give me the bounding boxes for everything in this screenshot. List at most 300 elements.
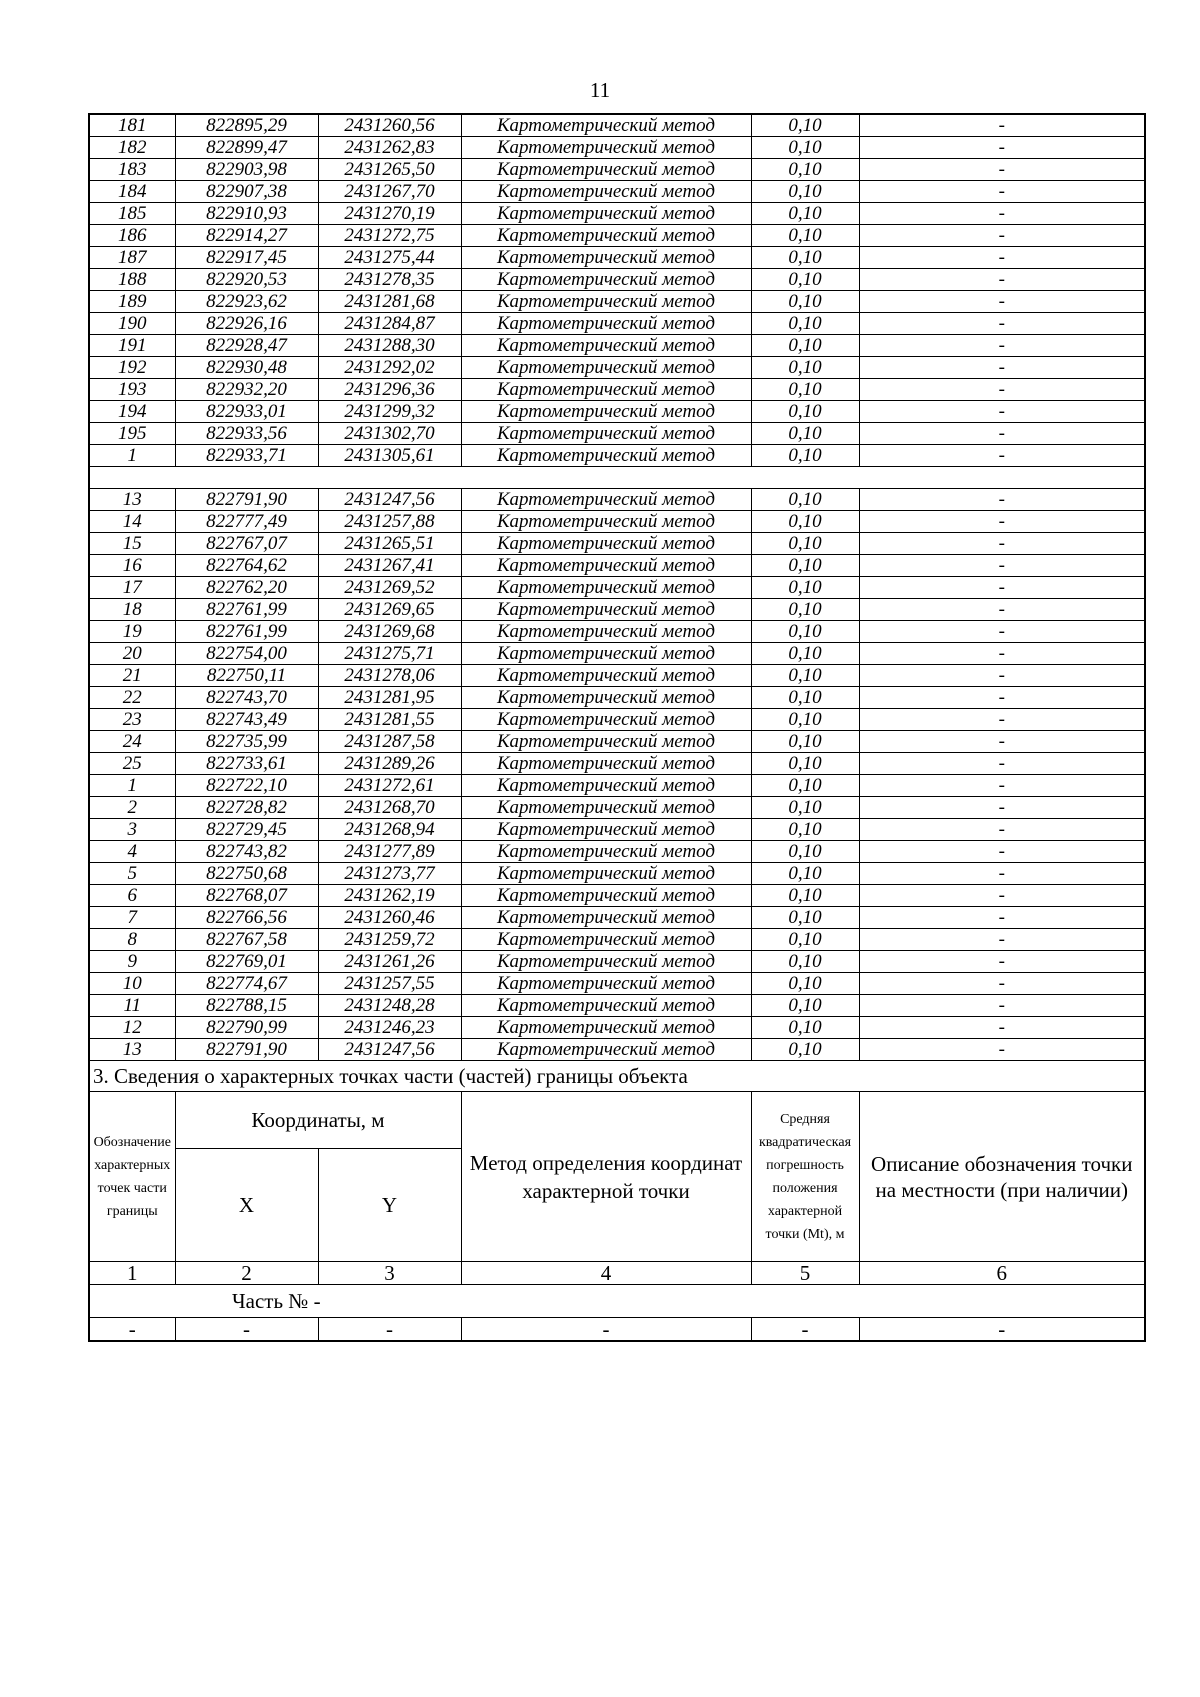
table-row bbox=[89, 577, 1145, 599]
table-cell: - bbox=[318, 1318, 461, 1342]
description-cell: - bbox=[859, 907, 1145, 929]
error-cell: 0,10 bbox=[751, 599, 859, 621]
y-coordinate-cell: 2431267,41 bbox=[318, 555, 461, 577]
table-row bbox=[89, 709, 1145, 731]
table-row bbox=[89, 181, 1145, 203]
description-cell: - bbox=[859, 159, 1145, 181]
description-cell: - bbox=[859, 335, 1145, 357]
method-cell: Картометрический метод bbox=[461, 137, 751, 159]
y-coordinate-cell: 2431292,02 bbox=[318, 357, 461, 379]
description-cell: - bbox=[859, 357, 1145, 379]
x-coordinate-cell: 822791,90 bbox=[175, 489, 318, 511]
table-row bbox=[89, 643, 1145, 665]
table-row bbox=[89, 313, 1145, 335]
x-coordinate-cell: 822926,16 bbox=[175, 313, 318, 335]
error-cell: 0,10 bbox=[751, 181, 859, 203]
table-row bbox=[89, 137, 1145, 159]
table-row bbox=[89, 379, 1145, 401]
method-cell: Картометрический метод bbox=[461, 709, 751, 731]
error-cell: 0,10 bbox=[751, 995, 859, 1017]
method-cell: Картометрический метод bbox=[461, 1039, 751, 1061]
error-cell: 0,10 bbox=[751, 401, 859, 423]
table-row bbox=[89, 907, 1145, 929]
method-cell: Картометрический метод bbox=[461, 863, 751, 885]
method-cell: Картометрический метод bbox=[461, 291, 751, 313]
description-cell: - bbox=[859, 269, 1145, 291]
error-cell: 0,10 bbox=[751, 929, 859, 951]
method-cell: Картометрический метод bbox=[461, 225, 751, 247]
point-number-cell: 1 bbox=[89, 445, 175, 467]
x-coordinate-cell: 822761,99 bbox=[175, 599, 318, 621]
description-cell: - bbox=[859, 797, 1145, 819]
point-number-cell: 194 bbox=[89, 401, 175, 423]
description-cell: - bbox=[859, 775, 1145, 797]
error-cell: 0,10 bbox=[751, 885, 859, 907]
point-number-cell: 186 bbox=[89, 225, 175, 247]
method-cell: Картометрический метод bbox=[461, 819, 751, 841]
error-cell: 0,10 bbox=[751, 1039, 859, 1061]
x-coordinate-cell: 822774,67 bbox=[175, 973, 318, 995]
y-coordinate-cell: 2431284,87 bbox=[318, 313, 461, 335]
column-number: 5 bbox=[751, 1262, 859, 1285]
point-number-cell: 3 bbox=[89, 819, 175, 841]
description-cell: - bbox=[859, 291, 1145, 313]
error-cell: 0,10 bbox=[751, 225, 859, 247]
description-cell: - bbox=[859, 621, 1145, 643]
point-number-cell: 8 bbox=[89, 929, 175, 951]
error-cell: 0,10 bbox=[751, 137, 859, 159]
description-cell: - bbox=[859, 973, 1145, 995]
table-cell: - bbox=[175, 1318, 318, 1342]
table-row bbox=[89, 533, 1145, 555]
description-cell: - bbox=[859, 203, 1145, 225]
method-cell: Картометрический метод bbox=[461, 445, 751, 467]
description-cell: - bbox=[859, 819, 1145, 841]
method-cell: Картометрический метод bbox=[461, 533, 751, 555]
page-number: 11 bbox=[589, 78, 611, 102]
point-number-cell: 12 bbox=[89, 1017, 175, 1039]
header-row-top bbox=[89, 1092, 1145, 1149]
method-cell: Картометрический метод bbox=[461, 599, 751, 621]
x-coordinate-cell: 822914,27 bbox=[175, 225, 318, 247]
y-coordinate-cell: 2431265,51 bbox=[318, 533, 461, 555]
y-coordinate-cell: 2431257,55 bbox=[318, 973, 461, 995]
part-label: Часть № - bbox=[232, 1288, 321, 1313]
method-cell: Картометрический метод bbox=[461, 995, 751, 1017]
y-coordinate-cell: 2431296,36 bbox=[318, 379, 461, 401]
error-cell: 0,10 bbox=[751, 1017, 859, 1039]
header-method: Метод определения координат характерной точки bbox=[461, 1092, 751, 1262]
point-number-cell: 23 bbox=[89, 709, 175, 731]
y-coordinate-cell: 2431275,71 bbox=[318, 643, 461, 665]
table-row bbox=[89, 797, 1145, 819]
error-cell: 0,10 bbox=[751, 907, 859, 929]
error-cell: 0,10 bbox=[751, 335, 859, 357]
point-number-cell: 181 bbox=[89, 114, 175, 137]
x-coordinate-cell: 822733,61 bbox=[175, 753, 318, 775]
x-coordinate-cell: 822933,56 bbox=[175, 423, 318, 445]
point-number-cell: 13 bbox=[89, 489, 175, 511]
section-title: 3. Сведения о характерных точках части (частей) границы объекта bbox=[89, 1061, 1145, 1092]
method-cell: Картометрический метод bbox=[461, 159, 751, 181]
y-coordinate-cell: 2431265,50 bbox=[318, 159, 461, 181]
table-row bbox=[89, 687, 1145, 709]
table-row bbox=[89, 753, 1145, 775]
y-coordinate-cell: 2431289,26 bbox=[318, 753, 461, 775]
column-number: 3 bbox=[318, 1262, 461, 1285]
method-cell: Картометрический метод bbox=[461, 247, 751, 269]
point-number-cell: 17 bbox=[89, 577, 175, 599]
table-row bbox=[89, 1039, 1145, 1061]
description-cell: - bbox=[859, 665, 1145, 687]
y-coordinate-cell: 2431268,70 bbox=[318, 797, 461, 819]
header-designation: Обозначение характерных точек части границы bbox=[89, 1092, 175, 1262]
error-cell: 0,10 bbox=[751, 313, 859, 335]
table-row bbox=[89, 731, 1145, 753]
description-cell: - bbox=[859, 114, 1145, 137]
y-coordinate-cell: 2431262,83 bbox=[318, 137, 461, 159]
error-cell: 0,10 bbox=[751, 665, 859, 687]
y-coordinate-cell: 2431261,26 bbox=[318, 951, 461, 973]
column-numbers-row bbox=[89, 1262, 1145, 1285]
table-cell: - bbox=[461, 1318, 751, 1342]
point-number-cell: 189 bbox=[89, 291, 175, 313]
y-coordinate-cell: 2431247,56 bbox=[318, 489, 461, 511]
description-cell: - bbox=[859, 929, 1145, 951]
x-coordinate-cell: 822766,56 bbox=[175, 907, 318, 929]
table-row bbox=[89, 599, 1145, 621]
error-cell: 0,10 bbox=[751, 511, 859, 533]
description-cell: - bbox=[859, 577, 1145, 599]
point-number-cell: 6 bbox=[89, 885, 175, 907]
x-coordinate-cell: 822895,29 bbox=[175, 114, 318, 137]
x-coordinate-cell: 822729,45 bbox=[175, 819, 318, 841]
description-cell: - bbox=[859, 951, 1145, 973]
y-coordinate-cell: 2431270,19 bbox=[318, 203, 461, 225]
description-cell: - bbox=[859, 511, 1145, 533]
method-cell: Картометрический метод bbox=[461, 489, 751, 511]
empty-part-row bbox=[89, 1318, 1145, 1342]
description-cell: - bbox=[859, 1039, 1145, 1061]
error-cell: 0,10 bbox=[751, 819, 859, 841]
y-coordinate-cell: 2431281,95 bbox=[318, 687, 461, 709]
method-cell: Картометрический метод bbox=[461, 401, 751, 423]
table-row bbox=[89, 885, 1145, 907]
error-cell: 0,10 bbox=[751, 291, 859, 313]
error-cell: 0,10 bbox=[751, 159, 859, 181]
header-error: Средняя квадратическая погрешность положения характерной точки (Mt), м bbox=[751, 1092, 859, 1262]
table-cell: - bbox=[89, 1318, 175, 1342]
point-number-cell: 5 bbox=[89, 863, 175, 885]
point-number-cell: 24 bbox=[89, 731, 175, 753]
error-cell: 0,10 bbox=[751, 643, 859, 665]
y-coordinate-cell: 2431260,56 bbox=[318, 114, 461, 137]
point-number-cell: 11 bbox=[89, 995, 175, 1017]
table-row bbox=[89, 665, 1145, 687]
header-coordinates: Координаты, м bbox=[175, 1092, 461, 1149]
point-number-cell: 21 bbox=[89, 665, 175, 687]
error-cell: 0,10 bbox=[751, 797, 859, 819]
x-coordinate-cell: 822743,49 bbox=[175, 709, 318, 731]
error-cell: 0,10 bbox=[751, 775, 859, 797]
x-coordinate-cell: 822790,99 bbox=[175, 1017, 318, 1039]
table-row bbox=[89, 995, 1145, 1017]
y-coordinate-cell: 2431262,19 bbox=[318, 885, 461, 907]
x-coordinate-cell: 822743,82 bbox=[175, 841, 318, 863]
x-coordinate-cell: 822767,58 bbox=[175, 929, 318, 951]
y-coordinate-cell: 2431269,68 bbox=[318, 621, 461, 643]
point-number-cell: 20 bbox=[89, 643, 175, 665]
method-cell: Картометрический метод bbox=[461, 973, 751, 995]
x-coordinate-cell: 822743,70 bbox=[175, 687, 318, 709]
table-cell: - bbox=[859, 1318, 1145, 1342]
y-coordinate-cell: 2431257,88 bbox=[318, 511, 461, 533]
point-number-cell: 19 bbox=[89, 621, 175, 643]
method-cell: Картометрический метод bbox=[461, 775, 751, 797]
x-coordinate-cell: 822928,47 bbox=[175, 335, 318, 357]
table-row bbox=[89, 621, 1145, 643]
description-cell: - bbox=[859, 753, 1145, 775]
error-cell: 0,10 bbox=[751, 709, 859, 731]
column-number: 1 bbox=[89, 1262, 175, 1285]
table-row bbox=[89, 203, 1145, 225]
error-cell: 0,10 bbox=[751, 863, 859, 885]
y-coordinate-cell: 2431260,46 bbox=[318, 907, 461, 929]
column-number: 6 bbox=[859, 1262, 1145, 1285]
table-row bbox=[89, 775, 1145, 797]
x-coordinate-cell: 822788,15 bbox=[175, 995, 318, 1017]
x-coordinate-cell: 822791,90 bbox=[175, 1039, 318, 1061]
point-number-cell: 183 bbox=[89, 159, 175, 181]
boundary-points-table bbox=[88, 113, 1146, 1342]
x-coordinate-cell: 822910,93 bbox=[175, 203, 318, 225]
description-cell: - bbox=[859, 313, 1145, 335]
y-coordinate-cell: 2431267,70 bbox=[318, 181, 461, 203]
method-cell: Картометрический метод bbox=[461, 313, 751, 335]
point-number-cell: 1 bbox=[89, 775, 175, 797]
x-coordinate-cell: 822917,45 bbox=[175, 247, 318, 269]
description-cell: - bbox=[859, 379, 1145, 401]
y-coordinate-cell: 2431305,61 bbox=[318, 445, 461, 467]
header-description: Описание обозначения точки на местности (при наличии) bbox=[859, 1092, 1145, 1262]
method-cell: Картометрический метод bbox=[461, 181, 751, 203]
method-cell: Картометрический метод bbox=[461, 665, 751, 687]
point-number-cell: 187 bbox=[89, 247, 175, 269]
description-cell: - bbox=[859, 841, 1145, 863]
method-cell: Картометрический метод bbox=[461, 203, 751, 225]
x-coordinate-cell: 822764,62 bbox=[175, 555, 318, 577]
x-coordinate-cell: 822932,20 bbox=[175, 379, 318, 401]
table-row bbox=[89, 863, 1145, 885]
y-coordinate-cell: 2431299,32 bbox=[318, 401, 461, 423]
point-number-cell: 15 bbox=[89, 533, 175, 555]
description-cell: - bbox=[859, 885, 1145, 907]
table-row bbox=[89, 1017, 1145, 1039]
error-cell: 0,10 bbox=[751, 687, 859, 709]
description-cell: - bbox=[859, 401, 1145, 423]
x-coordinate-cell: 822769,01 bbox=[175, 951, 318, 973]
description-cell: - bbox=[859, 599, 1145, 621]
point-number-cell: 188 bbox=[89, 269, 175, 291]
table-row bbox=[89, 841, 1145, 863]
point-number-cell: 10 bbox=[89, 973, 175, 995]
method-cell: Картометрический метод bbox=[461, 841, 751, 863]
point-number-cell: 2 bbox=[89, 797, 175, 819]
point-number-cell: 25 bbox=[89, 753, 175, 775]
method-cell: Картометрический метод bbox=[461, 753, 751, 775]
x-coordinate-cell: 822930,48 bbox=[175, 357, 318, 379]
point-number-cell: 184 bbox=[89, 181, 175, 203]
error-cell: 0,10 bbox=[751, 951, 859, 973]
method-cell: Картометрический метод bbox=[461, 885, 751, 907]
table-row bbox=[89, 159, 1145, 181]
point-number-cell: 13 bbox=[89, 1039, 175, 1061]
description-cell: - bbox=[859, 533, 1145, 555]
y-coordinate-cell: 2431269,65 bbox=[318, 599, 461, 621]
y-coordinate-cell: 2431246,23 bbox=[318, 1017, 461, 1039]
x-coordinate-cell: 822899,47 bbox=[175, 137, 318, 159]
error-cell: 0,10 bbox=[751, 247, 859, 269]
error-cell: 0,10 bbox=[751, 753, 859, 775]
description-cell: - bbox=[859, 181, 1145, 203]
error-cell: 0,10 bbox=[751, 357, 859, 379]
description-cell: - bbox=[859, 643, 1145, 665]
y-coordinate-cell: 2431288,30 bbox=[318, 335, 461, 357]
error-cell: 0,10 bbox=[751, 445, 859, 467]
x-coordinate-cell: 822923,62 bbox=[175, 291, 318, 313]
y-coordinate-cell: 2431278,35 bbox=[318, 269, 461, 291]
error-cell: 0,10 bbox=[751, 114, 859, 137]
error-cell: 0,10 bbox=[751, 379, 859, 401]
y-coordinate-cell: 2431269,52 bbox=[318, 577, 461, 599]
description-cell: - bbox=[859, 709, 1145, 731]
description-cell: - bbox=[859, 445, 1145, 467]
method-cell: Картометрический метод bbox=[461, 555, 751, 577]
table-row bbox=[89, 335, 1145, 357]
point-number-cell: 4 bbox=[89, 841, 175, 863]
table-row bbox=[89, 973, 1145, 995]
y-coordinate-cell: 2431275,44 bbox=[318, 247, 461, 269]
separator-row bbox=[89, 467, 1145, 489]
error-cell: 0,10 bbox=[751, 577, 859, 599]
x-coordinate-cell: 822933,01 bbox=[175, 401, 318, 423]
y-coordinate-cell: 2431281,68 bbox=[318, 291, 461, 313]
rows-group-a bbox=[89, 114, 1145, 467]
method-cell: Картометрический метод bbox=[461, 621, 751, 643]
y-coordinate-cell: 2431278,06 bbox=[318, 665, 461, 687]
point-number-cell: 9 bbox=[89, 951, 175, 973]
table-row bbox=[89, 511, 1145, 533]
method-cell: Картометрический метод bbox=[461, 731, 751, 753]
part-row bbox=[89, 1285, 1145, 1318]
point-number-cell: 182 bbox=[89, 137, 175, 159]
table-row bbox=[89, 555, 1145, 577]
table-row bbox=[89, 291, 1145, 313]
table-row bbox=[89, 269, 1145, 291]
point-number-cell: 22 bbox=[89, 687, 175, 709]
y-coordinate-cell: 2431281,55 bbox=[318, 709, 461, 731]
header-y: Y bbox=[318, 1149, 461, 1262]
y-coordinate-cell: 2431248,28 bbox=[318, 995, 461, 1017]
table-row bbox=[89, 819, 1145, 841]
method-cell: Картометрический метод bbox=[461, 379, 751, 401]
y-coordinate-cell: 2431272,75 bbox=[318, 225, 461, 247]
description-cell: - bbox=[859, 731, 1145, 753]
method-cell: Картометрический метод bbox=[461, 929, 751, 951]
table-row bbox=[89, 489, 1145, 511]
point-number-cell: 7 bbox=[89, 907, 175, 929]
x-coordinate-cell: 822920,53 bbox=[175, 269, 318, 291]
header-x: X bbox=[175, 1149, 318, 1262]
y-coordinate-cell: 2431277,89 bbox=[318, 841, 461, 863]
method-cell: Картометрический метод bbox=[461, 423, 751, 445]
section-title-row bbox=[89, 1061, 1145, 1092]
point-number-cell: 192 bbox=[89, 357, 175, 379]
table-row bbox=[89, 445, 1145, 467]
x-coordinate-cell: 822754,00 bbox=[175, 643, 318, 665]
x-coordinate-cell: 822777,49 bbox=[175, 511, 318, 533]
error-cell: 0,10 bbox=[751, 489, 859, 511]
description-cell: - bbox=[859, 1017, 1145, 1039]
error-cell: 0,10 bbox=[751, 621, 859, 643]
description-cell: - bbox=[859, 995, 1145, 1017]
error-cell: 0,10 bbox=[751, 423, 859, 445]
y-coordinate-cell: 2431268,94 bbox=[318, 819, 461, 841]
x-coordinate-cell: 822903,98 bbox=[175, 159, 318, 181]
method-cell: Картометрический метод bbox=[461, 269, 751, 291]
point-number-cell: 18 bbox=[89, 599, 175, 621]
x-coordinate-cell: 822722,10 bbox=[175, 775, 318, 797]
table-row bbox=[89, 951, 1145, 973]
x-coordinate-cell: 822728,82 bbox=[175, 797, 318, 819]
y-coordinate-cell: 2431247,56 bbox=[318, 1039, 461, 1061]
y-coordinate-cell: 2431259,72 bbox=[318, 929, 461, 951]
description-cell: - bbox=[859, 423, 1145, 445]
table-row bbox=[89, 929, 1145, 951]
x-coordinate-cell: 822767,07 bbox=[175, 533, 318, 555]
description-cell: - bbox=[859, 555, 1145, 577]
point-number-cell: 195 bbox=[89, 423, 175, 445]
rows-group-b bbox=[89, 489, 1145, 1061]
x-coordinate-cell: 822933,71 bbox=[175, 445, 318, 467]
method-cell: Картометрический метод bbox=[461, 687, 751, 709]
table-row bbox=[89, 247, 1145, 269]
x-coordinate-cell: 822768,07 bbox=[175, 885, 318, 907]
y-coordinate-cell: 2431272,61 bbox=[318, 775, 461, 797]
column-number: 4 bbox=[461, 1262, 751, 1285]
error-cell: 0,10 bbox=[751, 203, 859, 225]
method-cell: Картометрический метод bbox=[461, 797, 751, 819]
method-cell: Картометрический метод bbox=[461, 577, 751, 599]
table-row bbox=[89, 423, 1145, 445]
x-coordinate-cell: 822750,68 bbox=[175, 863, 318, 885]
method-cell: Картометрический метод bbox=[461, 1017, 751, 1039]
x-coordinate-cell: 822762,20 bbox=[175, 577, 318, 599]
table-row bbox=[89, 114, 1145, 137]
method-cell: Картометрический метод bbox=[461, 643, 751, 665]
y-coordinate-cell: 2431302,70 bbox=[318, 423, 461, 445]
error-cell: 0,10 bbox=[751, 731, 859, 753]
point-number-cell: 14 bbox=[89, 511, 175, 533]
description-cell: - bbox=[859, 489, 1145, 511]
method-cell: Картометрический метод bbox=[461, 357, 751, 379]
point-number-cell: 185 bbox=[89, 203, 175, 225]
error-cell: 0,10 bbox=[751, 555, 859, 577]
y-coordinate-cell: 2431273,77 bbox=[318, 863, 461, 885]
method-cell: Картометрический метод bbox=[461, 114, 751, 137]
method-cell: Картометрический метод bbox=[461, 335, 751, 357]
description-cell: - bbox=[859, 863, 1145, 885]
